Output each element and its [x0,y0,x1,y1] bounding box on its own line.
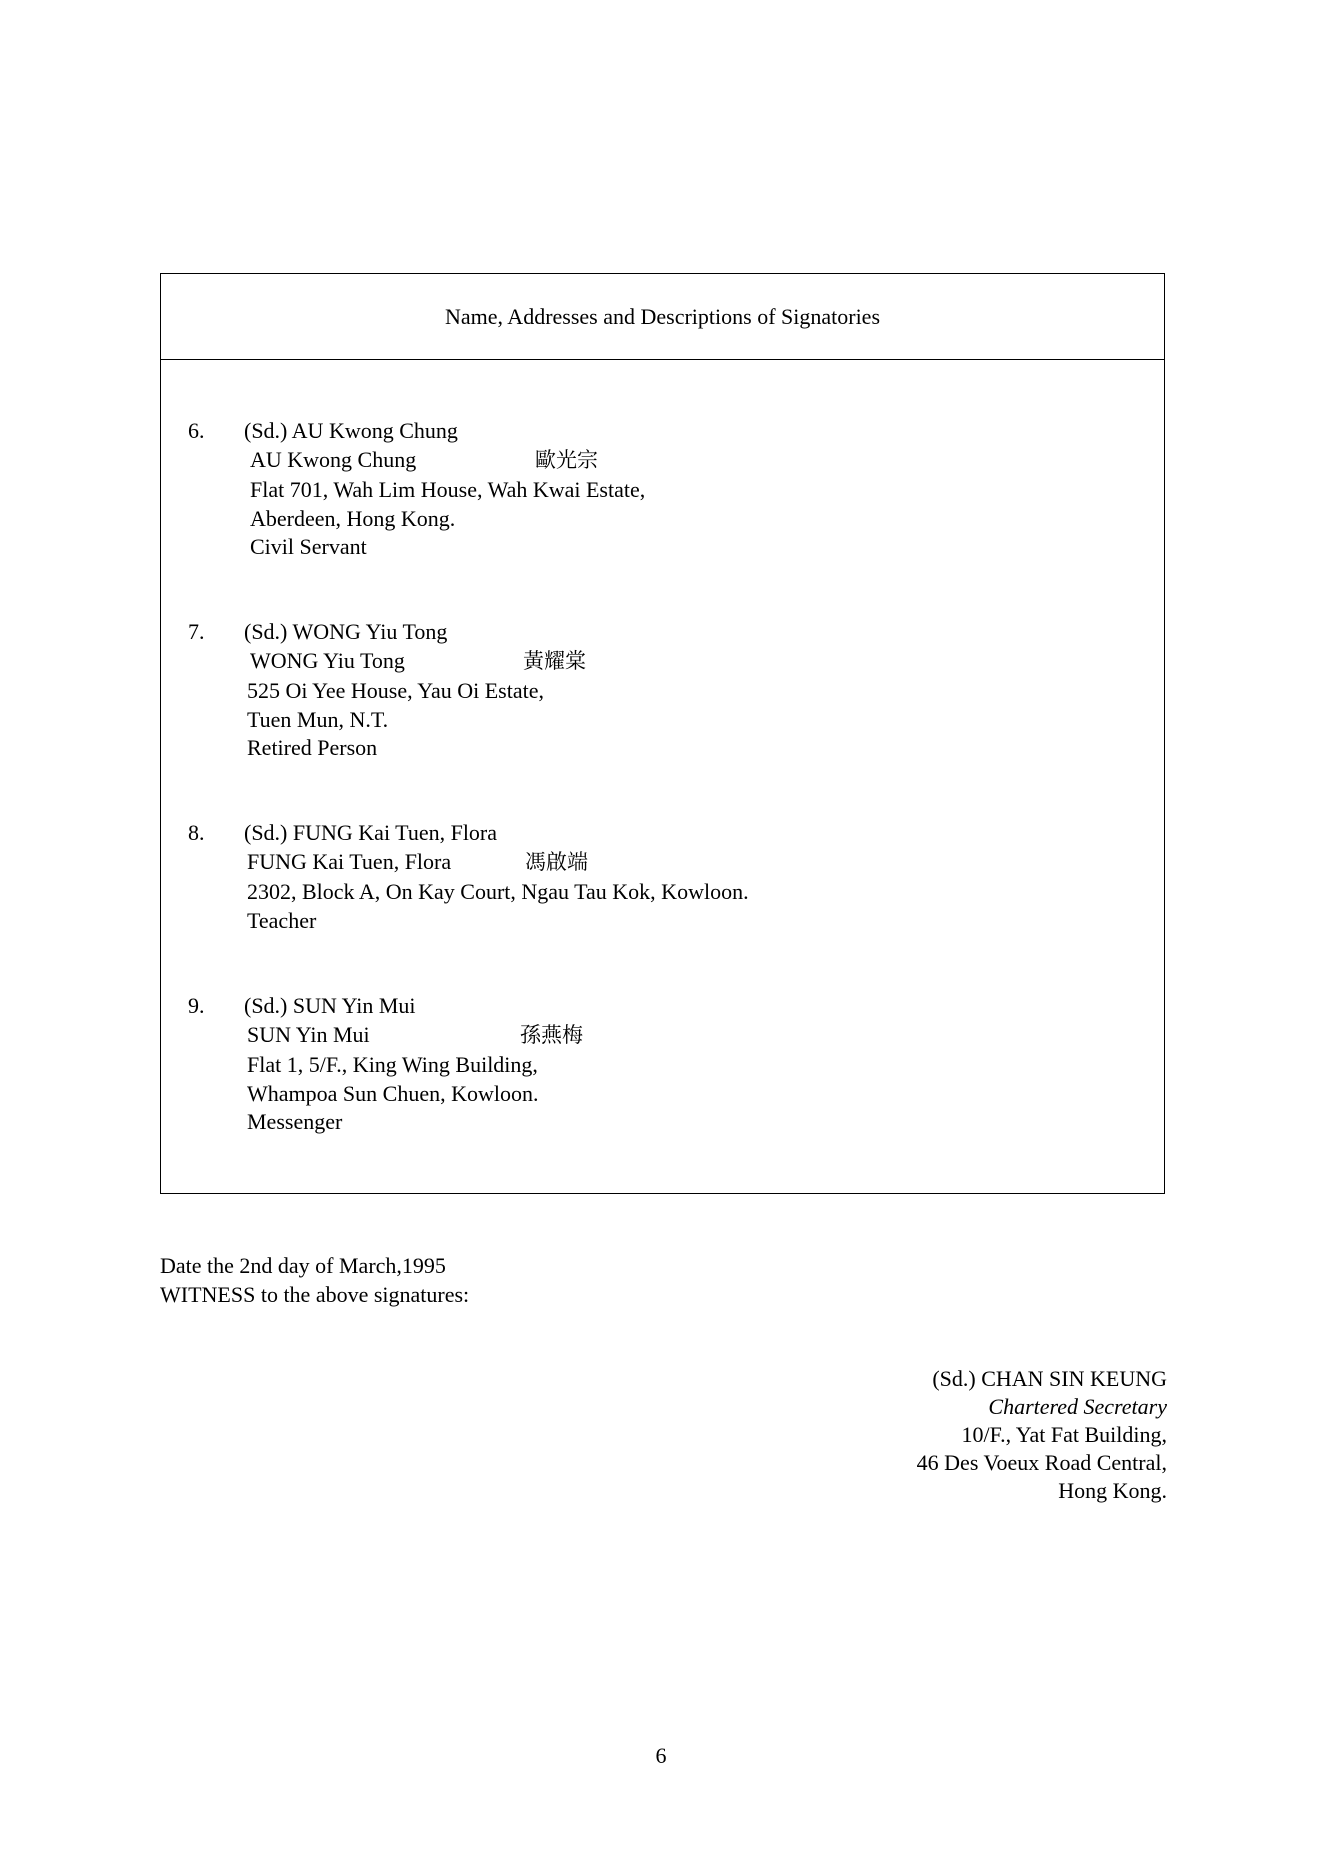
occupation: Civil Servant [250,534,367,559]
signed-name: (Sd.) SUN Yin Mui [244,993,416,1018]
entry-number: 9. [188,993,205,1018]
signed-name: (Sd.) AU Kwong Chung [244,418,458,443]
address-line: Flat 1, 5/F., King Wing Building, [247,1052,538,1077]
date-line: Date the 2nd day of March,1995 [160,1253,446,1278]
witness-address-line: 46 Des Voeux Road Central, [916,1450,1167,1475]
address-line: Whampoa Sun Chuen, Kowloon. [247,1081,539,1106]
witness-address-line: 10/F., Yat Fat Building, [961,1422,1167,1447]
entry-number: 6. [188,418,205,443]
signatory-name: WONG Yiu Tong [250,648,405,673]
witness-address-line: Hong Kong. [1058,1478,1167,1503]
entry-number: 7. [188,619,205,644]
witness-line: WITNESS to the above signatures: [160,1282,470,1307]
signed-name: (Sd.) FUNG Kai Tuen, Flora [244,820,498,845]
table-header: Name, Addresses and Descriptions of Signatories [161,274,1164,360]
signatories-table [160,273,1165,1194]
occupation: Retired Person [247,735,378,760]
page-number: 6 [655,1743,667,1768]
chinese-name: 黃耀棠 [523,649,586,673]
address-line: 525 Oi Yee House, Yau Oi Estate, [247,678,544,703]
address-line: Tuen Mun, N.T. [247,707,389,732]
signed-name: (Sd.) WONG Yiu Tong [244,619,448,644]
occupation: Teacher [247,908,317,933]
chinese-name: 歐光宗 [535,448,598,472]
chinese-name: 孫燕梅 [520,1023,583,1047]
signatory-name: AU Kwong Chung [250,447,417,472]
signatory-name: FUNG Kai Tuen, Flora [247,849,452,874]
signatory-name: SUN Yin Mui [247,1022,370,1047]
witness-block [917,1365,1167,1505]
witness-title: Chartered Secretary [988,1394,1167,1419]
address-line: 2302, Block A, On Kay Court, Ngau Tau Kok, Kowloon. [247,879,749,904]
address-line: Aberdeen, Hong Kong. [250,506,456,531]
address-line: Flat 701, Wah Lim House, Wah Kwai Estate, [250,477,646,502]
witness-signed-name: (Sd.) CHAN SIN KEUNG [932,1366,1167,1391]
chinese-name: 馮啟端 [525,850,588,874]
entry-number: 8. [188,820,205,845]
occupation: Messenger [247,1109,343,1134]
date-block [160,1251,469,1309]
